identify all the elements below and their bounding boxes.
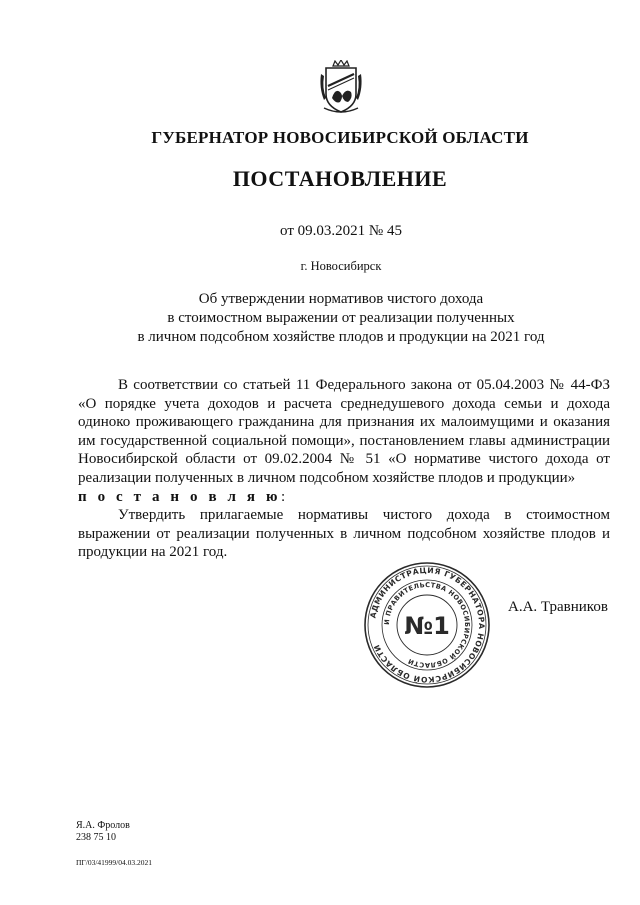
executor-block [76, 820, 130, 844]
document-reference: ПГ/03/41999/04.03.2021 [76, 858, 153, 867]
coat-of-arms-icon [318, 60, 364, 114]
body-paragraph-preamble: В соответствии со статьей 11 Федерального закона от 05.04.2003 № 44-ФЗ «О порядке учета доходов и расчета среднедушевого дохода семьи и дохода одиноко проживающего гражданина для признания их малоимущими и оказания им государственной социальной помощи», постановлением главы администрации Новосибирской области от 09.02.2004 № 51 «О нормативе чистого дохода от реализации полученных в личном подсобном хозяйстве плодов и продукции» [78, 377, 610, 486]
signer-name: А.А. Травников [508, 599, 608, 615]
document-subject [0, 290, 640, 347]
document-type-heading: ПОСТАНОВЛЕНИЕ [232, 166, 448, 191]
body-paragraph-resolution: Утвердить прилагаемые нормативы чистого дохода в стоимостном выражении от реализации полученных в личном подсобном хозяйстве плодов и продукции на 2021 год. [78, 507, 610, 561]
document-body [78, 376, 610, 562]
official-stamp [363, 561, 491, 689]
subject-line: Об утверждении нормативов чистого дохода [198, 291, 484, 307]
decree-word: п о с т а н о в л я ю [78, 488, 282, 505]
stamp-outer-text: АДМИНИСТРАЦИЯ ГУБЕРНАТОРА НОВОСИБИРСКОЙ ОБЛАСТИ [368, 565, 487, 685]
decree-line [78, 488, 610, 507]
government-title: ГУБЕРНАТОР НОВОСИБИРСКОЙ ОБЛАСТИ [151, 128, 529, 147]
decree-colon: : [281, 488, 286, 505]
executor-name: Я.А. Фролов [76, 820, 130, 831]
subject-line: в стоимостном выражении от реализации полученных [167, 310, 515, 326]
executor-phone: 238 75 10 [76, 832, 116, 843]
stamp-inner-text: И ПРАВИТЕЛЬСТВА НОВОСИБИРСКОЙ ОБЛАСТИ [382, 580, 472, 670]
document-date-number: от 09.03.2021 № 45 [280, 223, 402, 239]
subject-line: в личном подсобном хозяйстве плодов и продукции на 2021 год [137, 329, 545, 345]
document-city: г. Новосибирск [300, 259, 382, 273]
stamp-number: №1 [404, 612, 450, 640]
